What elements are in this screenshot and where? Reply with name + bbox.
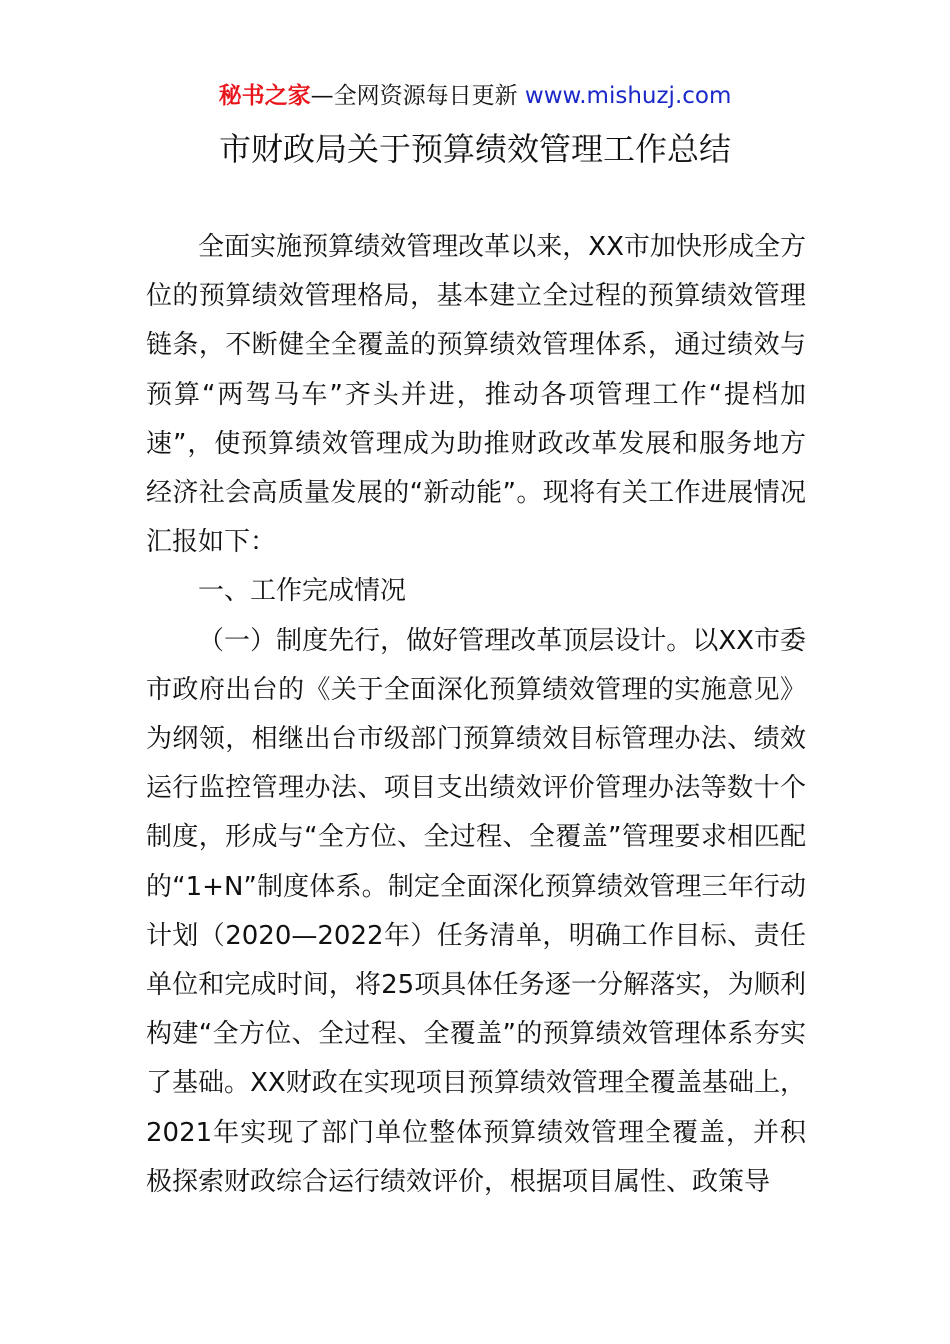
section-paragraph: （一）制度先行，做好管理改革顶层设计。以XX市委市政府出台的《关于全面深化预算绩效管理的实施意见》为纲领，相继出台市级部门预算绩效目标管理办法、绩效运行监控管理办法、项目支出绩效评价管理办法等数十个制度，形成与“全方位、全过程、全覆盖”管理要求相匹配的“1+N”制度体系。制定全面深化预算绩效管理三年行动计划（2020—2022年）任务清单，明确工作目标、责任单位和完成时间，将25项具体任务逐一分解落实，为顺利构建“全方位、全过程、全覆盖”的预算绩效管理体系夯实了基础。XX财政在实现项目预算绩效管理全覆盖基础上，2021年实现了部门单位整体预算绩效管理全覆盖，并积极探索财政综合运行绩效评价，根据项目属性、政策导 (146, 625, 806, 1197)
header-tagline: —全网资源每日更新 (310, 83, 518, 109)
document-title: 市财政局关于预算绩效管理工作总结 (218, 130, 731, 168)
document-body (146, 223, 806, 1207)
site-header (0, 80, 950, 112)
section-heading: 一、工作完成情况 (198, 576, 407, 607)
site-url-link[interactable]: www.mishuzj.com (524, 83, 732, 109)
intro-paragraph: 全面实施预算绩效管理改革以来，XX市加快形成全方位的预算绩效管理格局，基本建立全过程的预算绩效管理链条，不断健全全覆盖的预算绩效管理体系，通过绩效与预算“两驾马车”齐头并进，推动各项管理工作“提档加速”，使预算绩效管理成为助推财政改革发展和服务地方经济社会高质量发展的“新动能”。现将有关工作进展情况汇报如下： (146, 232, 806, 558)
brand-name: 秘书之家 (218, 83, 311, 109)
